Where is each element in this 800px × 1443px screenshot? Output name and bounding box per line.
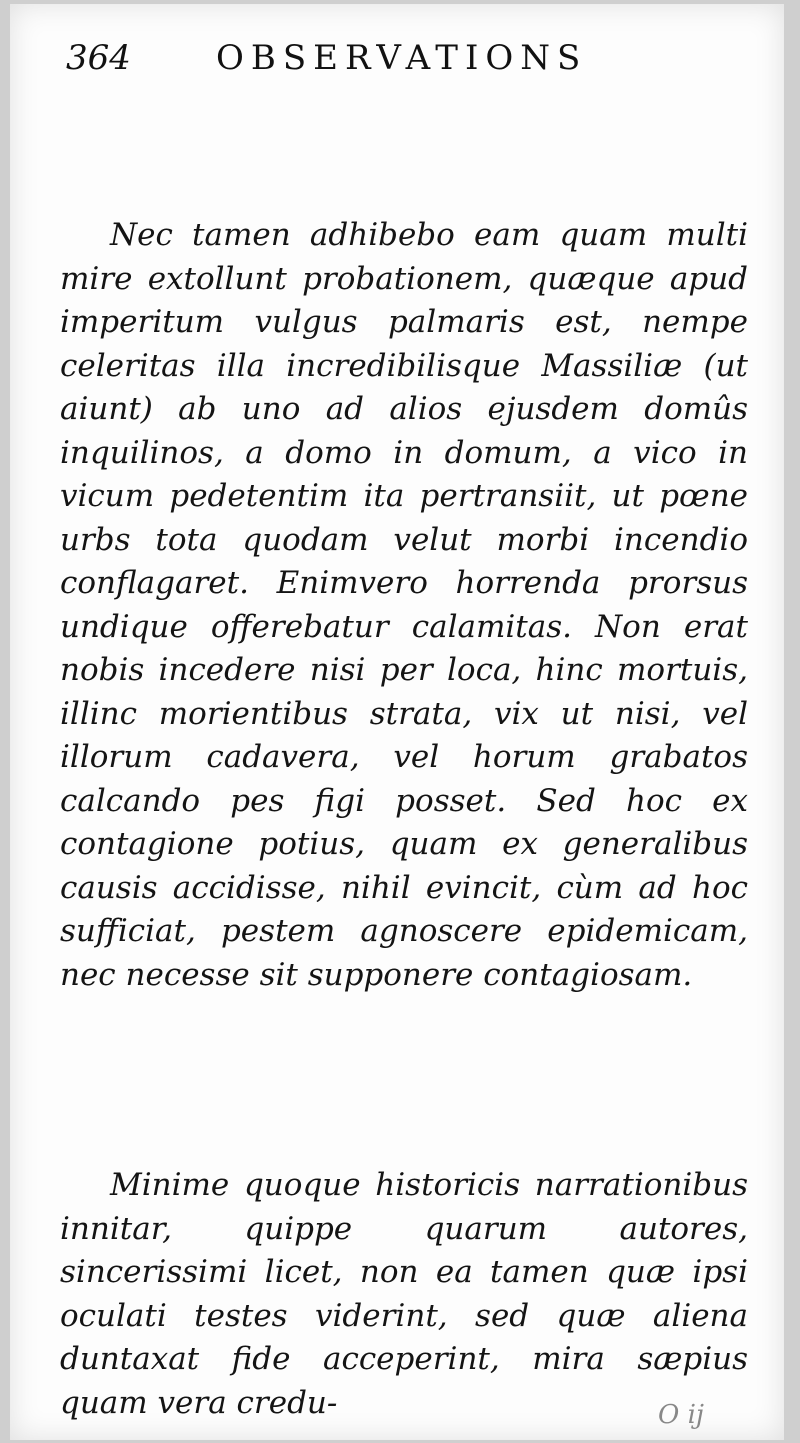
- signature-mark: O ij: [658, 1400, 704, 1430]
- paragraph-2: [60, 1164, 748, 1425]
- book-page: [10, 4, 784, 1440]
- running-head: OBSERVATIONS: [216, 38, 588, 78]
- page-header: [66, 26, 746, 86]
- paragraph-1: [60, 214, 748, 997]
- paragraph-1-text: Nec tamen adhibebo eam quam multi mire extollunt probationem, quæque apud imperitum vulgus palmaris est, nempe celeritas illa incredibilisque Massiliæ (ut aiunt) ab uno ad alios ejusdem domûs inquilinos, a domo in domum, a vico in vicum pedetentim ita pertransiit, ut pœne urbs tota quodam velut morbi incendio conflagaret. Enimvero horrenda prorsus undique offerebatur calamitas. Non erat nobis incedere nisi per loca, hinc mortuis, illinc morientibus strata, vix ut nisi, vel illorum cadavera, vel horum grabatos calcando pes figi posset. Sed hoc ex contagione potius, quam ex generalibus causis accidisse, nihil evincit, cùm ad hoc sufficiat, pestem agnoscere epidemicam, nec necesse sit supponere contagiosam.: [60, 217, 748, 993]
- page-number: 364: [66, 38, 131, 78]
- paragraph-2-text: Minime quoque historicis narrationibus innitar, quippe quarum autores, sincerissimi licet, non ea tamen quæ ipsi oculati testes viderint, sed quæ aliena duntaxat fide acceperint, mira sæpius quam vera credu-: [60, 1167, 748, 1421]
